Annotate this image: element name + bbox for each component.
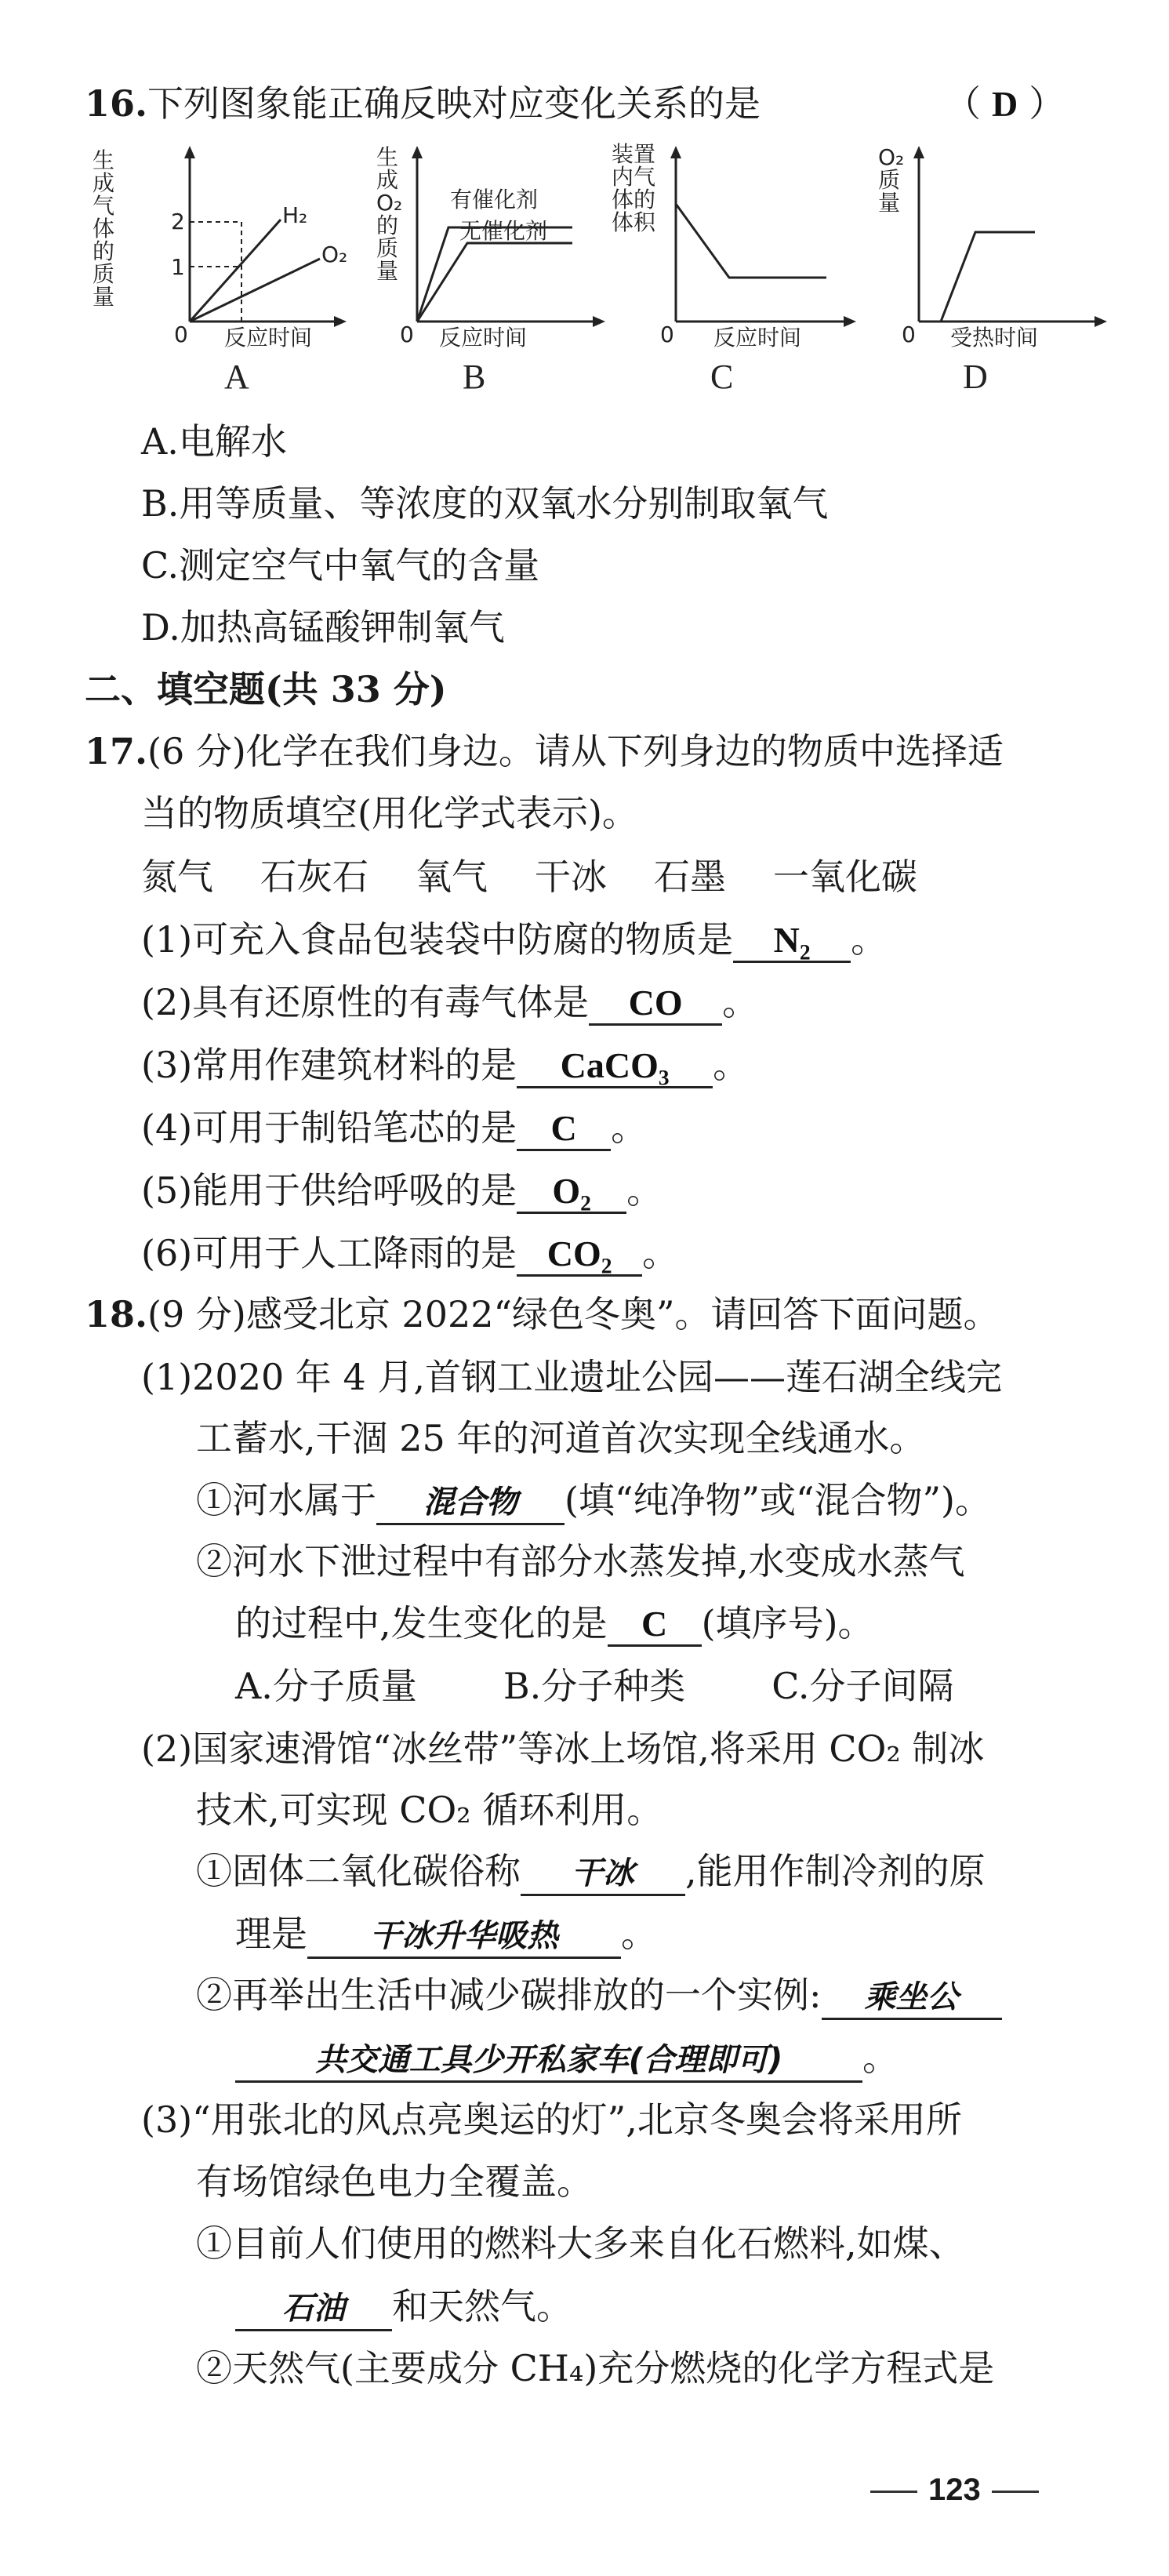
graph-c-xlabel: 反应时间	[713, 325, 802, 351]
choice-c: C.分子间隔	[771, 1665, 954, 1707]
substance: 石墨	[654, 856, 726, 898]
q16-option-c: C.测定空气中氧气的含量	[141, 544, 540, 587]
graph-d	[878, 141, 1113, 400]
page-number-block	[870, 2470, 1039, 2509]
graph-b-ylabel: 生成O₂的质量	[376, 144, 403, 284]
graph-c-plot	[612, 141, 862, 353]
graph-b-catalyst-label: 有催化剂	[450, 187, 539, 213]
graph-a-caption: A	[224, 358, 249, 396]
page-number: 123	[928, 2472, 981, 2507]
q17-answer-2: CO	[589, 983, 722, 1026]
q17-item-text: (1)可充入食品包装袋中防腐的物质是	[141, 918, 734, 961]
q17-item-5	[141, 1168, 663, 1214]
page-number-dash-left	[870, 2491, 917, 2493]
q18-p2-q1b	[235, 1912, 657, 1959]
q17-item-text: (4)可用于制铅笔芯的是	[141, 1106, 517, 1149]
q18-p2-q1-answer: 干冰	[521, 1853, 685, 1896]
section-title: 二、填空题(共 33 分)	[85, 668, 447, 710]
choice-b: B.分子种类	[503, 1665, 686, 1707]
q16-option-b: B.用等质量、等浓度的双氧水分别制取氧气	[141, 482, 829, 525]
period: 。	[851, 918, 888, 961]
q17-item-3	[141, 1043, 749, 1088]
graph-c-caption: C	[710, 358, 734, 396]
q18-p3-q1-line1: ①目前人们使用的燃料大多来自化石燃料,如煤、	[196, 2222, 965, 2265]
graph-d-xlabel: 受热时间	[950, 325, 1039, 351]
q18-p2-q2-text: ②再举出生活中减少碳排放的一个实例:	[196, 1974, 822, 2016]
q18-p2-q1	[196, 1849, 986, 1896]
q17-item-text: (3)常用作建筑材料的是	[141, 1044, 517, 1086]
q17-item-4	[141, 1106, 647, 1151]
graph-a-o2-label: O₂	[321, 242, 348, 267]
graph-a-xlabel: 反应时间	[224, 325, 313, 351]
q18-p3-q1-text: 和天然气。	[392, 2285, 572, 2327]
q18-p1-q2-hint: (填序号)。	[701, 1602, 874, 1644]
graph-b-nocatalyst-label: 无催化剂	[459, 218, 548, 244]
graph-a-tick-2: 2	[171, 209, 185, 234]
q18-p1-line2: 工蓄水,干涸 25 年的河道首次实现全线通水。	[196, 1417, 926, 1459]
q17-stem-text: (6 分)化学在我们身边。请从下列身边的物质中选择适	[147, 730, 1004, 772]
q18-p1-choices	[235, 1664, 953, 1708]
q18-p2-q1-text2: ,能用作制冷剂的原	[685, 1850, 986, 1892]
q18-p2-q2-answer-part1: 乘坐公	[822, 1977, 1002, 2020]
q18-p1-line1: (1)2020 年 4 月,首钢工业遗址公园——莲石湖全线完	[141, 1356, 1002, 1398]
period: 。	[621, 1913, 657, 1955]
substance: 氧气	[416, 856, 488, 898]
q18-p1-q1-hint: (填“纯净物”或“混合物”)。	[565, 1479, 991, 1521]
q18-p1-q2-line2	[235, 1601, 874, 1647]
period: 。	[722, 981, 759, 1023]
graph-d-caption: D	[963, 358, 988, 396]
q17-answer-4: C	[517, 1108, 611, 1151]
q18-p3-line1: (3)“用张北的风点亮奥运的灯”,北京冬奥会将采用所	[141, 2098, 962, 2141]
q16-option-d: D.加热高锰酸钾制氧气	[141, 606, 505, 649]
q17-stem-line2: 当的物质填空(用化学式表示)。	[141, 792, 638, 834]
q18-p1-q1	[196, 1478, 991, 1525]
q18-p1-q2-text: 的过程中,发生变化的是	[235, 1602, 608, 1644]
q18-p2-q2-line2	[235, 2036, 899, 2083]
q18-p1-q1-answer: 混合物	[376, 1482, 565, 1525]
q17-item-text: (6)可用于人工降雨的是	[141, 1232, 517, 1274]
graph-a-tick-1: 1	[171, 254, 185, 280]
q18-p3-q2-line1: ②天然气(主要成分 CH₄)充分燃烧的化学方程式是	[196, 2347, 995, 2389]
q16-answer: D	[992, 84, 1018, 124]
q18-p3-line2: 有场馆绿色电力全覆盖。	[196, 2160, 593, 2203]
q16-stem	[85, 82, 761, 125]
substance: 干冰	[535, 856, 607, 898]
graph-d-ylabel: O₂质量	[878, 144, 905, 216]
q17-item-1	[141, 917, 887, 963]
q18-p2-q1b-text: 理是	[235, 1913, 307, 1955]
period: 。	[713, 1044, 750, 1086]
period: 。	[626, 1169, 663, 1212]
graph-c-origin: 0	[660, 322, 674, 347]
substance: 一氧化碳	[773, 856, 917, 898]
q16-stem-text: 下列图象能正确反映对应变化关系的是	[147, 82, 761, 125]
graph-a-plot	[93, 141, 351, 353]
graph-b-origin: 0	[400, 322, 414, 347]
paren-right: ）	[1029, 82, 1066, 125]
q18-stem	[85, 1292, 1000, 1336]
page-number-dash-right	[992, 2491, 1039, 2493]
q17-item-text: (2)具有还原性的有毒气体是	[141, 981, 590, 1023]
paren-left: （	[945, 82, 981, 125]
graph-a	[93, 141, 351, 400]
period: 。	[611, 1106, 648, 1149]
graph-c	[612, 141, 862, 400]
q18-p2-q1b-answer: 干冰升华吸热	[307, 1916, 621, 1959]
q17-answer-1: N₂	[733, 920, 851, 963]
graph-d-origin: 0	[902, 322, 916, 347]
q18-p2-line2: 技术,可实现 CO₂ 循环利用。	[196, 1789, 663, 1831]
q17-answer-3: CaCO₃	[517, 1045, 713, 1088]
graph-a-ylabel: 生成气体的质量	[93, 147, 115, 310]
substance: 氮气	[141, 856, 213, 898]
q18-p1-q2-answer: C	[608, 1604, 702, 1647]
q18-number: 18.	[85, 1293, 148, 1335]
period: 。	[862, 2036, 899, 2079]
q17-stem-line1	[85, 729, 1004, 773]
q17-answer-5: O₂	[517, 1171, 626, 1214]
period: 。	[642, 1232, 679, 1274]
substance: 石灰石	[260, 856, 368, 898]
graph-b	[376, 141, 612, 400]
graph-a-h2-label: H₂	[282, 202, 308, 228]
q18-p1-q2-line1: ②河水下泄过程中有部分水蒸发掉,水变成水蒸气	[196, 1540, 965, 1582]
q18-stem-text: (9 分)感受北京 2022“绿色冬奥”。请回答下面问题。	[147, 1293, 1000, 1335]
q18-p3-q1-line2	[235, 2284, 572, 2331]
q18-p2-q1-text: ①固体二氧化碳俗称	[196, 1850, 521, 1892]
q18-p2-q2	[196, 1973, 1002, 2020]
q17-answer-6: CO₂	[517, 1234, 642, 1277]
q16-answer-box	[945, 82, 1065, 126]
q18-p3-q1-answer: 石油	[235, 2288, 392, 2331]
graph-c-ylabel: 装置内气体的体积	[612, 141, 656, 235]
graph-b-xlabel: 反应时间	[439, 325, 528, 351]
graph-b-caption: B	[463, 358, 486, 396]
q17-item-text: (5)能用于供给呼吸的是	[141, 1169, 517, 1212]
q18-p2-line1: (2)国家速滑馆“冰丝带”等冰上场馆,将采用 CO₂ 制冰	[141, 1728, 985, 1770]
q17-item-2	[141, 980, 758, 1026]
q17-substances	[141, 855, 917, 899]
q18-p1-q1-text: ①河水属于	[196, 1479, 376, 1521]
q16-number: 16.	[85, 82, 148, 125]
q17-item-6	[141, 1231, 678, 1277]
q16-option-a: A.电解水	[141, 420, 287, 463]
q17-number: 17.	[85, 730, 148, 772]
graph-a-origin: 0	[174, 322, 188, 347]
q18-p2-q2-answer-part2: 共交通工具少开私家车(合理即可)	[235, 2040, 862, 2083]
choice-a: A.分子质量	[235, 1665, 417, 1707]
